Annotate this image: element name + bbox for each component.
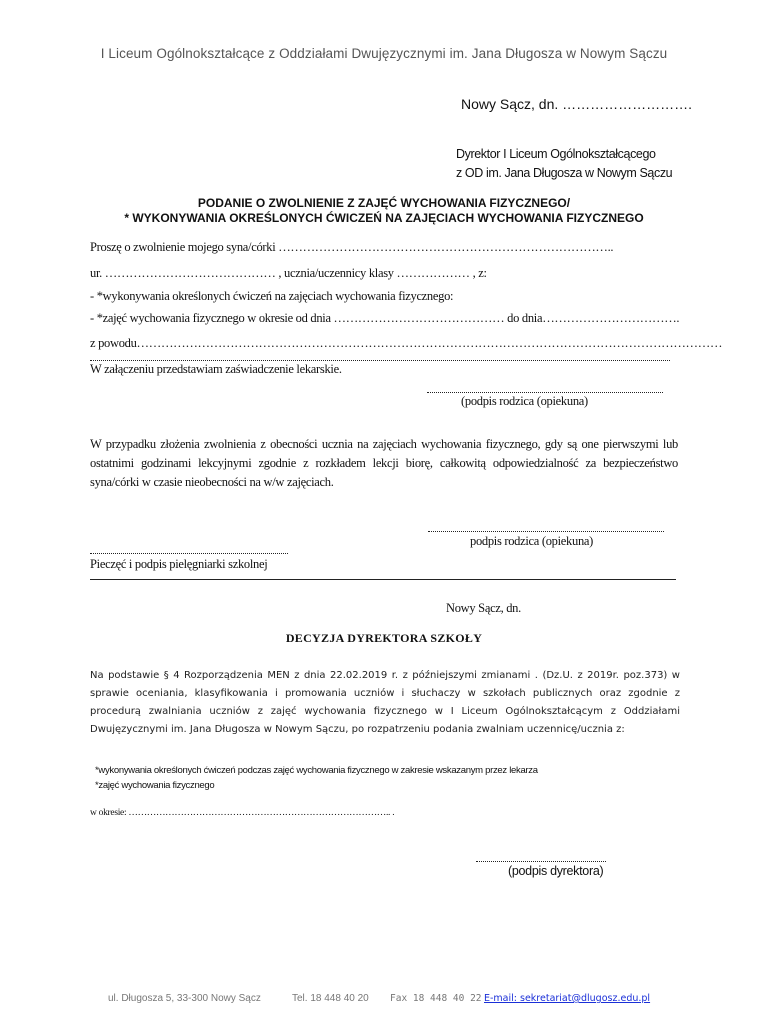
footer-email-link[interactable]: E-mail: sekretariat@dlugosz.edu.pl	[484, 993, 651, 1004]
parent-signature-label-1: (podpis rodzica (opiekuna)	[461, 394, 588, 408]
reason-line: z powodu………………………………………………………………………………………………………………………………	[90, 336, 723, 350]
attachment-note: W załączeniu przedstawiam zaświadczenie lekarskie.	[90, 362, 342, 376]
birth-class-line: ur. …………………………………… , ucznia/uczennicy klasy ……………… , z:	[90, 266, 487, 280]
director-signature-label: (podpis dyrektora)	[508, 864, 604, 878]
option-pe-period: - *zajęć wychowania fizycznego w okresie od dnia …………………………………… do dnia…………………………….	[90, 311, 680, 325]
footer-address: ul. Długosza 5, 33-300 Nowy Sącz	[108, 993, 261, 1004]
recipient-block	[456, 145, 672, 183]
decision-title: DECYZJA DYREKTORA SZKOŁY	[285, 631, 483, 645]
section-divider	[90, 579, 676, 580]
reason-continuation-rule	[90, 360, 670, 361]
footer-phone: Tel. 18 448 40 20	[292, 993, 369, 1004]
decision-body: Na podstawie § 4 Rozporządzenia MEN z dnia 22.02.2019 r. z późniejszymi zmianami . (Dz.U. z 2019r. poz.373) w sprawie oceniania, klasyfikowania i promowania uczniów i słuchaczy w szkołach publicznych oraz zgodnie z procedurą zwalniania uczniów z zajęć wychowania fizycznego w I Liceum Ogólnokształcącym z Oddziałami Dwujęzycznymi im. Jana Długosza w Nowym Sączu, po rozpatrzeniu podania zwalniam uczennicę/ucznia z:	[90, 670, 680, 735]
recipient-line-2: z OD im. Jana Długosza w Nowym Sączu	[456, 166, 673, 180]
director-signature-rule	[476, 861, 606, 862]
parent-signature-label-2: podpis rodzica (opiekuna)	[470, 534, 594, 548]
decision-place-date: Nowy Sącz, dn.	[446, 601, 521, 615]
school-header: I Liceum Ogólnokształcące z Oddziałami Dwujęzycznymi im. Jana Długosza w Nowym Sączu	[100, 46, 668, 61]
parent-signature-rule-1	[427, 392, 663, 393]
title-line-2: * WYKONYWANIA OKREŚLONYCH ĆWICZEŃ NA ZAJĘCIACH WYCHOWANIA FIZYCZNEGO	[124, 211, 644, 225]
decision-option-exercises: *wykonywania określonych ćwiczeń podczas zajęć wychowania fizycznego w zakresie wskazanym przez lekarza	[95, 765, 538, 776]
parent-signature-rule-2	[428, 531, 664, 532]
place-date: Nowy Sącz, dn. ……………………….	[461, 96, 693, 112]
title-line-1: PODANIE O ZWOLNIENIE Z ZAJĘĆ WYCHOWANIA FIZYCZNEGO/	[197, 196, 571, 210]
nurse-signature-rule	[90, 553, 288, 554]
option-exercises: - *wykonywania określonych ćwiczeń na zajęciach wychowania fizycznego:	[90, 289, 454, 303]
recipient-line-1: Dyrektor I Liceum Ogólnokształcącego	[456, 147, 656, 161]
document-title	[0, 196, 768, 226]
decision-period: w okresie: ………………………………………………………………………….. .	[90, 808, 395, 818]
footer-fax: Fax 18 448 40 22	[390, 993, 482, 1004]
nurse-signature-label: Pieczęć i podpis pielęgniarki szkolnej	[90, 557, 268, 571]
request-line: Proszę o zwolnienie mojego syna/córki ………………………………………………………………………..	[90, 240, 614, 254]
responsibility-statement: W przypadku złożenia zwolnienia z obecności ucznia na zajęciach wychowania fizycznego, gdy są one pierwszymi lub ostatnimi godzinami lekcyjnymi zgodnie z rozkładem lekcji biorę, całkowitą odpowiedzialność za bezpieczeństwo syna/córki w czasie nieobecności na w/w zajęciach.	[90, 437, 678, 489]
decision-option-pe: *zajęć wychowania fizycznego	[95, 780, 215, 791]
